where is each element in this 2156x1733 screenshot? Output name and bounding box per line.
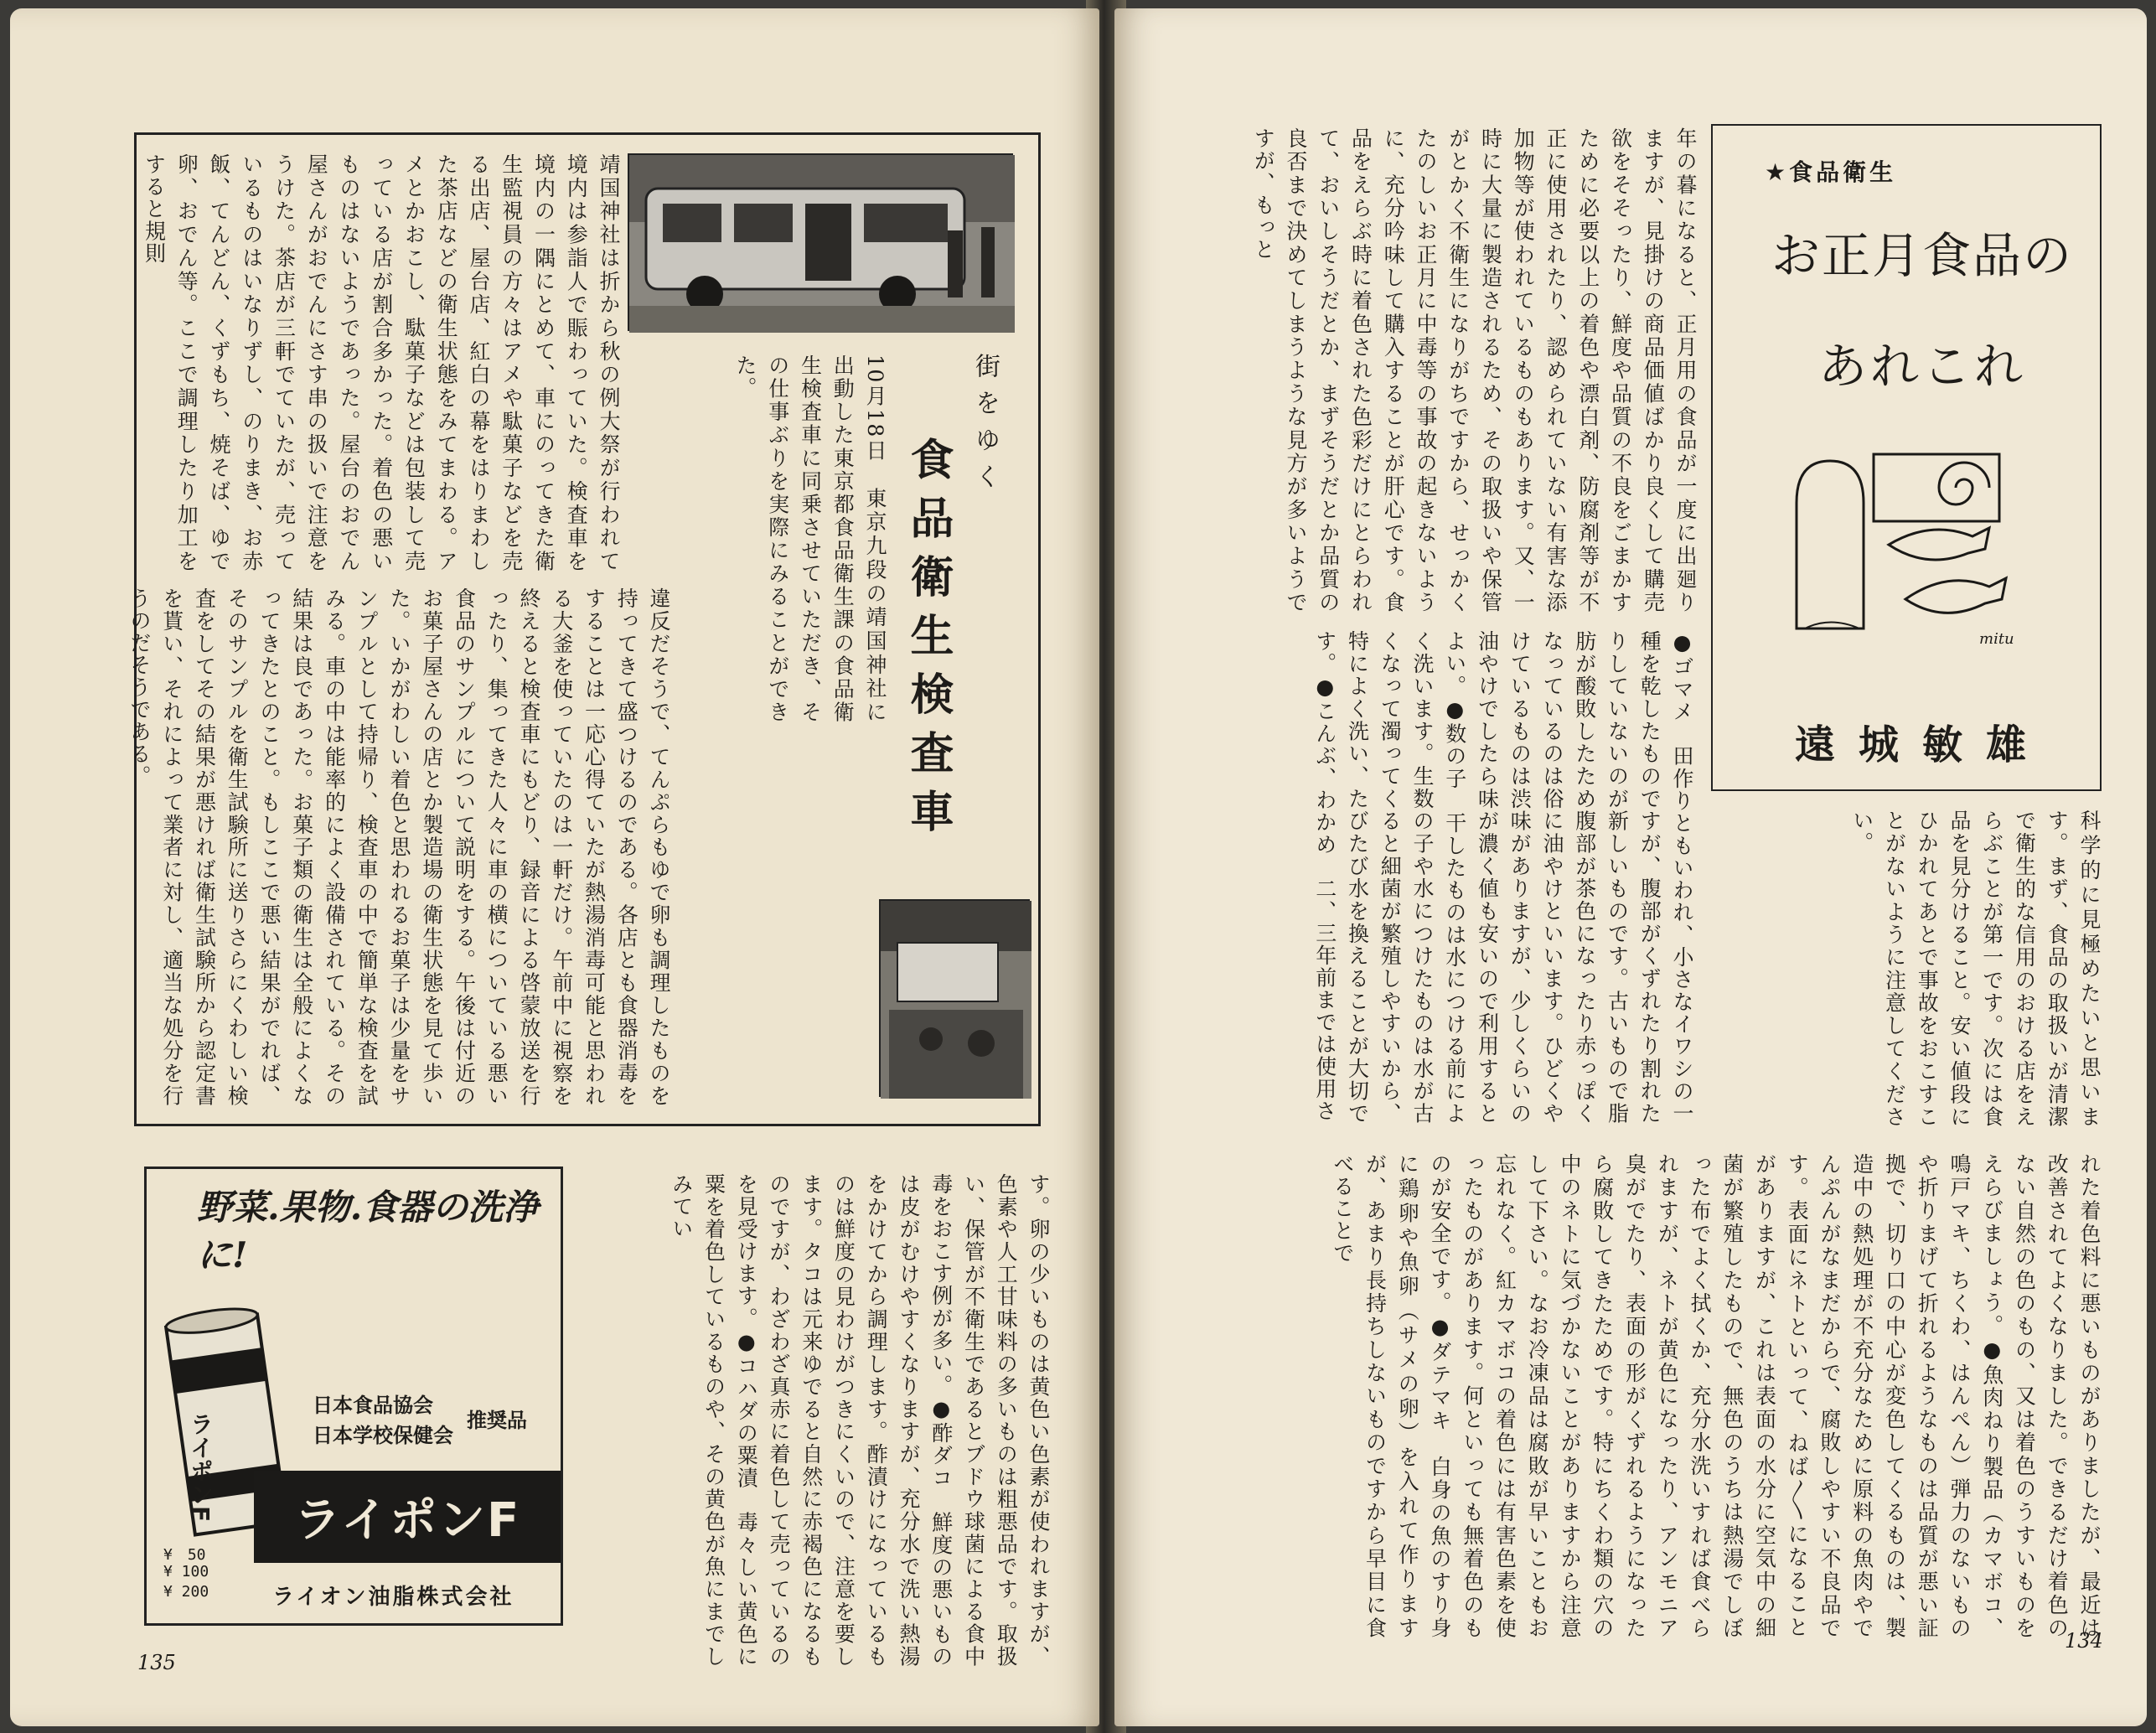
continuation-text: す。卵の少いものは黄色い色素が使われますが、色素や人工甘味料の多いものは粗悪品です。取扱い、保管が不衛生であるとブドウ球菌による食中毒をおこす例が多い。●酢ダコ 鮮度の悪いものは皮がむけやすくなりますが、充分水で洗い熱湯をかけてから調理します。酢漬けになっているものは鮮度の見わけがつきにくいので、注意を要します。タコは元来ゆでると自然に赤褐色になるものですが、わざわざ真赤に着色して売っているのを見受けます。●コハダの粟漬 毒々しい黄色に粟を着色しているものや、その黄色が魚にまでしみてい [669,1173,1051,1668]
inspection-car-article-box [127,132,1041,1126]
can-label: ライポンF [187,1412,215,1523]
company-name: ライオン油脂株式会社 [272,1585,514,1610]
article-title: 食品衛生検査車 [902,437,953,847]
left-page [10,8,1099,1726]
article-kicker: 街をゆく [970,353,1000,500]
article-body-lower: 靖国神社は折から秋の例大祭が行われて境内は参詣人で賑わっていた。検査車を境内の一隅にとめて、車にのってきた衛生監視員の方々はアメや駄菓子などを売る出店、屋台店、紅白の幕をはりまわした茶店などの衛生状態をみてまわる。アメとかおこし、駄菓子などは包装して売っている店が割合多かった。着色の悪いものはないようであった。屋台のおでん屋さんがおでんにさす串の扱いで注意をうけた。茶店が三軒でていたが、売っているものはいなりずし、のりまき、お赤飯、てんどん、くずもち、焼そば、ゆで卵、おでん等。ここで調理したり加工をすると規則 [142,153,621,572]
product-name: ライポンF [293,1493,521,1548]
price-2: ¥ 100 [163,1563,209,1580]
article-title-line-1: お正月食品の [1771,227,2073,284]
page-number-right: 134 [2065,1629,2103,1653]
advert-headline: 野菜.果物.食器の洗浄に! [197,1187,539,1275]
illustration-signature: mitu [1979,630,2014,648]
inspection-bus-photo [628,153,1013,331]
article-body-upper: 違反だそうで、てんぷらもゆで卵も調理したものを持ってきて盛つけるのである。各店とも食器消毒をすることは一応心得ていたが熱湯消毒可能と思われる大釜を使っていたのは一軒だけ。午前中に視察を終えると検査車にもどり、録音による啓蒙放送を行ったり、集ってきた人々に車の横についている悪い食品のサンプルについて説明をする。午後は付近のお菓子屋さんの店とか製造場の衛生状態を見て歩いた。いかがわしい着色と思われるお菓子は少量をサンプルとして持帰り、検査車の中で簡単な検査を試みる。車の中は能率的によく設備されている。その結果は良であった。お菓子類の衛生は全般によくなってきたとのこと。もしここで悪い結果がでれば、そのサンプルを衛生試験所に送りさらにくわしい検査をしてその結果が悪ければ衛生試験所から認定書を貰い、それによって業者に対し、適当な処分を行うのだそうである。 [127,587,671,1107]
right-upper-text: 年の暮になると、正月用の食品が一度に出廻りますが、見掛けの商品価値ばかり良くして購売欲をそそったり、鮮度や品質の不良をごまかすために必要以上の着色や漂白剤、防腐剤等が不正に使用されたり、認められていない有害な添加物等が使われているものもあります。又、一時に大量に製造されるため、その取扱いや保管がとかく不衛生になりがちですから、せっかくたのしいお正月に中毒等の事故の起きないように、充分吟味して購入することが肝心です。食品をえらぶ時に着色された色彩だけにとらわれて、おいしそうだとか、まずそうだとか品質の良否まで決めてしまうような見方が多いようですが、もっと [1251,127,1698,613]
category-label: ★食品衛生 [1765,158,1897,186]
endorsement-2: 日本学校保健会 [313,1424,453,1447]
new-year-food-illustration [1780,444,2023,645]
product-name-panel [254,1471,561,1563]
price-3: ¥ 200 [163,1583,209,1601]
price-1: ¥ 50 [163,1546,206,1564]
food-stall-photo [879,899,1030,1097]
right-page [1114,8,2147,1726]
right-lower-text: れた着色料に悪いものがありましたが、最近は改善されてよくなりました。できるだけ着色のない自然の色のもの、又は着色のうすいものをえらびましょう。●魚肉ねり製品（カマボコ、鳴戸マキ、ちくわ、はんぺん）弾力のないものや折りまげて折れるようなものは品質が悪い証拠で、切り口の中心が変色してくるものは、製造中の熱処理が不充分なために原料の魚肉やでんぷんがなまだからで、腐敗しやすい不良品です。表面にネトといって、ねば〳〵になることがありますが、これは表面の水分に空気中の細菌が繁殖したもので、無色のうちは熱湯でしぼった布でよく拭くか、充分水洗いすれば食べられますが、ネトが黄色になったり、アンモニア臭がでたり、表面の形がくずれるようになったら腐敗してきたためです。特にちくわ類の穴の中のネトに気づかないことがありますから注意して下さい。なお冷凍品は腐敗が早いこともお忘れなく。紅カマボコの着色には有害色素を使ったものがあります。何といっても無着色のものが安全です。●ダテマキ 白身の魚のすり身に鶏卵や魚卵（サメの卵）を入れて作りますが、あまり長持ちしないものですから早目に食べることで [1330,1153,2102,1639]
right-goma-text: ●ゴマメ 田作りともいわれ、小さなイワシの一種を乾したものですが、腹部がくずれたり割れたりしていないのが新しいものです。古いもので脂肪が酸敗したため腹部が茶色になったり赤っぽくなっているのは俗に油やけといいます。ひどくやけているものは渋味がありますが、少しくらいの油やけでしたら味が濃く値も安いので利用するとよい。●数の子 干したものは水につける前によく洗います。生数の子や水につけたものは水が古くなって濁ってくると細菌が繁殖しやすいから、特によく洗い、たびたび水を換えることが大切です。●こんぶ、わかめ 二、三年前までは使用さ [1312,630,1694,1125]
page-number-left: 135 [137,1651,176,1674]
bus-image [629,155,1015,333]
new-year-food-title-box [1711,124,2102,791]
author-name: 遠城敏雄 [1794,722,2050,768]
article-lead: 10月18日 東京九段の靖国神社に出動した東京都食品衛生課の食品衛生検査車に同乗させていただき、その仕事ぶりを実際にみることができた。 [733,354,887,723]
raipon-advert [144,1167,563,1626]
endorsement-1: 日本食品協会 [313,1394,433,1417]
stall-image [881,901,1031,1099]
right-mid-text: 科学的に見極めたいと思います。まず、食品の取扱いが清潔で衛生的な信用のおける店をえらぶことが第一です。次には食品を見分けること。安い値段にひかれてあとで事故をおこすことがないように注意してください。 [1849,810,2102,1128]
endorsement-suffix: 推奨品 [467,1409,527,1432]
article-title-line-2: あれこれ [1817,338,2026,395]
